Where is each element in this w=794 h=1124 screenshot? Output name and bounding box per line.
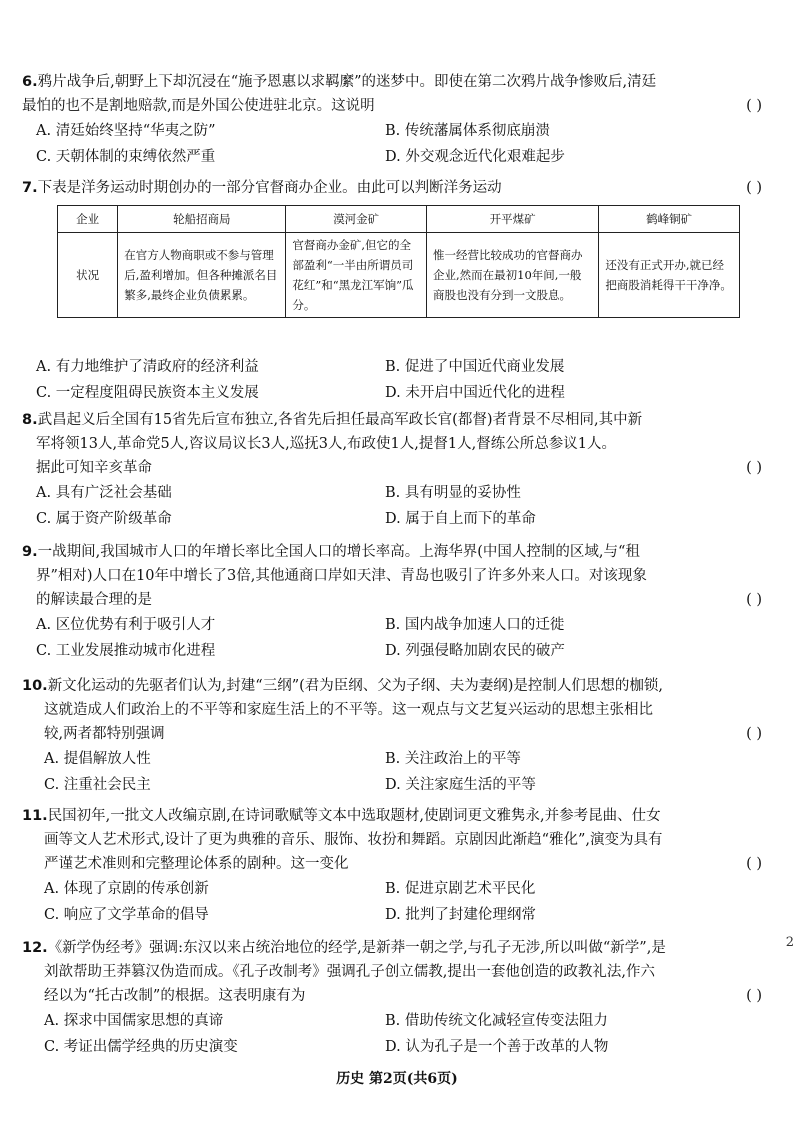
table-header-cell: 开平煤矿 [427,206,599,233]
options-row [22,480,762,506]
option-b[interactable]: B. 关注政治上的平等 [385,751,521,767]
option-a[interactable]: A. 清廷始终坚持“华夷之防” [36,123,216,139]
options-row [22,380,762,406]
answer-blank[interactable]: ( ) [746,592,762,608]
option-c[interactable]: C. 一定程度阻碍民族资本主义发展 [36,385,259,401]
question-number: 8. [22,412,38,428]
table-header-cell: 鹤峰铜矿 [599,206,740,233]
options-row [22,354,762,380]
answer-blank[interactable]: ( ) [746,856,762,872]
answer-blank[interactable]: ( ) [746,460,762,476]
table-cell: 在官方人物商职或不参与管理后,盈利增加。但各种摊派名目繁多,最终企业负债累累。 [118,233,286,318]
question-10 [22,674,762,798]
option-b[interactable]: B. 促进京剧艺术平民化 [385,881,536,897]
question-6-stem-line-2: 最怕的也不是割地赔款,而是外国公使进驻北京。这说明 ( ) [22,94,762,118]
option-b[interactable]: B. 传统藩属体系彻底崩溃 [385,123,550,139]
question-11 [22,804,762,928]
option-a[interactable]: A. 具有广泛社会基础 [36,485,172,501]
option-b[interactable]: B. 国内战争加速人口的迁徙 [385,617,565,633]
answer-blank[interactable]: ( ) [746,726,762,742]
question-8 [22,408,762,532]
table-row [58,233,740,318]
option-c[interactable]: C. 注重社会民主 [44,777,151,793]
question-12-stem-line-3: 经以为“托古改制”的根据。这表明康有为 ( ) [22,984,762,1008]
table-cell: 官督商办金矿,但它的全部盈利“一半由所谓员司花红”和“黑龙江军饷”瓜分。 [286,233,427,318]
question-9 [22,540,762,664]
table-header-cell: 企业 [58,206,118,233]
option-c[interactable]: C. 天朝体制的束缚依然严重 [36,149,216,165]
option-d[interactable]: D. 列强侵略加剧农民的破产 [385,643,565,659]
question-8-stem-line-1: 8.武昌起义后全国有15省先后宣布独立,各省先后担任最高军政长官(都督)者背景不尽相同,其中新 [22,412,643,428]
option-c[interactable]: C. 属于资产阶级革命 [36,511,172,527]
table-cell: 惟一经营比较成功的官督商办企业,然而在最初10年间,一般商股也没有分到一文股息。 [427,233,599,318]
table-row-label: 状况 [58,233,118,318]
question-11-stem-line-1: 11.民国初年,一批文人改编京剧,在诗词歌赋等文本中选取题材,使剧词更文雅隽永,并参考昆曲、仕女 [22,808,661,824]
question-6 [22,70,762,170]
question-number: 7. [22,180,38,196]
question-12-stem-line-1: 12.《新学伪经考》强调:东汉以来占统治地位的经学,是新莽一朝之学,与孔子无涉,所以叫做“新学”,是 [22,940,666,956]
question-number: 12. [22,940,48,956]
question-11-stem-line-3: 严谨艺术准则和完整理论体系的剧种。这一变化 ( ) [22,852,762,876]
table-header-cell: 轮船招商局 [118,206,286,233]
question-8-stem-line-3: 据此可知辛亥革命 ( ) [22,456,762,480]
options-row [22,1008,762,1034]
page-footer: 历史 第2页(共6页) [336,1071,458,1087]
table-cell: 还没有正式开办,就已经把商股消耗得干干净净。 [599,233,740,318]
options-row [22,902,762,928]
question-10-stem-line-1: 10.新文化运动的先驱者们认为,封建“三纲”(君为臣纲、父为子纲、夫为妻纲)是控制人们思想的枷锁, [22,678,664,694]
option-b[interactable]: B. 具有明显的妥协性 [385,485,521,501]
option-a[interactable]: A. 提倡解放人性 [44,751,151,767]
question-6-stem-line-1: 6.鸦片战争后,朝野上下却沉浸在“施予恩惠以求羁縻”的迷梦中。即使在第二次鸦片战争惨败后,清廷 [22,74,657,90]
option-d[interactable]: D. 关注家庭生活的平等 [385,777,536,793]
option-a[interactable]: A. 体现了京剧的传承创新 [44,881,209,897]
options-row [22,144,762,170]
option-d[interactable]: D. 批判了封建伦理纲常 [385,907,536,923]
question-12-stem-line-2: 刘歆帮助王莽篡汉伪造而成。《孔子改制考》强调孔子创立儒教,提出一套他创造的政教礼法,作六 [44,964,655,980]
question-7 [22,176,762,200]
options-row [22,876,762,902]
question-12 [22,936,762,1060]
table-header-row [58,206,740,233]
option-a[interactable]: A. 有力地维护了清政府的经济利益 [36,359,259,375]
option-c[interactable]: C. 响应了文学革命的倡导 [44,907,209,923]
option-d[interactable]: D. 认为孔子是一个善于改革的人物 [385,1039,609,1055]
question-7-stem: 7.下表是洋务运动时期创办的一部分官督商办企业。由此可以判断洋务运动 ( ) [22,176,762,200]
options-row [22,772,762,798]
question-8-stem-line-2: 军将领13人,革命党5人,咨议局议长3人,巡抚3人,布政使1人,提督1人,督练公所总参议1人。 [36,436,616,452]
answer-blank[interactable]: ( ) [746,98,762,114]
options-row [22,1034,762,1060]
option-a[interactable]: A. 区位优势有利于吸引人才 [36,617,216,633]
question-10-stem-line-2: 这就造成人们政治上的不平等和家庭生活上的不平等。这一观点与文艺复兴运动的思想主张相比 [44,702,653,718]
option-d[interactable]: D. 属于自上而下的革命 [385,511,536,527]
options-row [22,638,762,664]
option-b[interactable]: B. 借助传统文化减轻宣传变法阻力 [385,1013,608,1029]
margin-mark: 2 [785,935,794,950]
question-number: 10. [22,678,48,694]
answer-blank[interactable]: ( ) [746,988,762,1004]
option-c[interactable]: C. 考证出儒学经典的历史演变 [44,1039,238,1055]
question-number: 11. [22,808,48,824]
options-row [22,118,762,144]
question-9-stem-line-2: 界”相对)人口在10年中增长了3倍,其他通商口岸如天津、青岛也吸引了许多外来人口。对该现象 [36,568,647,584]
option-c[interactable]: C. 工业发展推动城市化进程 [36,643,216,659]
options-row [22,612,762,638]
option-a[interactable]: A. 探求中国儒家思想的真谛 [44,1013,224,1029]
question-7-options [22,354,762,406]
table-header-cell: 漠河金矿 [286,206,427,233]
question-9-stem-line-1: 9.一战期间,我国城市人口的年增长率比全国人口的增长率高。上海华界(中国人控制的区域,与“租 [22,544,640,560]
option-d[interactable]: D. 外交观念近代化艰难起步 [385,149,565,165]
question-number: 9. [22,544,38,560]
option-d[interactable]: D. 未开启中国近代化的进程 [385,385,565,401]
answer-blank[interactable]: ( ) [746,180,762,196]
question-9-stem-line-3: 的解读最合理的是 ( ) [22,588,762,612]
option-b[interactable]: B. 促进了中国近代商业发展 [385,359,565,375]
options-row [22,506,762,532]
enterprise-table [57,205,740,318]
options-row [22,746,762,772]
question-10-stem-line-3: 较,两者都特别强调 ( ) [22,722,762,746]
question-11-stem-line-2: 画等文人艺术形式,设计了更为典雅的音乐、服饰、妆扮和舞蹈。京剧因此渐趋“雅化”,演变为具有 [44,832,663,848]
question-number: 6. [22,74,38,90]
